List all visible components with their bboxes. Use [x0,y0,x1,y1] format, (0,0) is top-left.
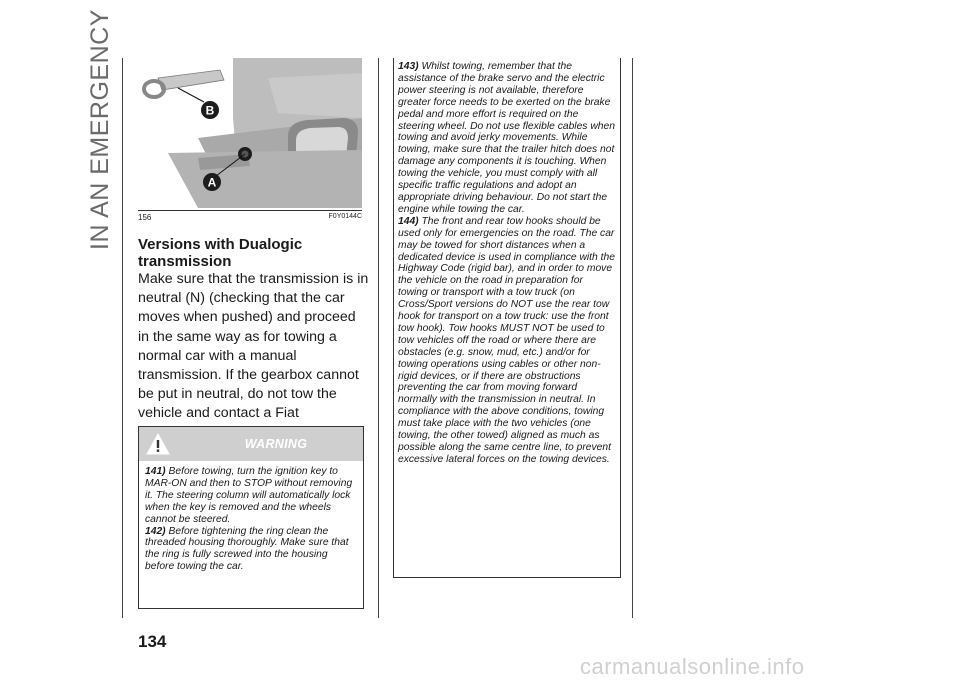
callout-b-label: B [205,103,215,118]
warning-header [139,427,363,461]
warning-title: WARNING [244,437,308,451]
page-number: 134 [138,632,167,651]
tow-hook-illustration [138,58,362,208]
warning-body [139,461,363,573]
note-number: 143) [398,61,419,72]
section-heading: Versions with Dualogic transmission [138,236,303,270]
column-divider-left [122,58,123,618]
section-title: IN AN EMERGENCY [86,9,114,250]
site-watermark: carmanualsonline.info [580,654,805,679]
figure-code: F0Y0144C [328,213,362,220]
figure-number: 156 [138,213,152,222]
warning-note [398,216,615,466]
warning-note [398,61,615,216]
tow-hook-figure [138,58,362,208]
note-text: Whilst towing, remember that the assistance of the brake servo and the electric power steering is not available, therefore greater force needs to be exerted on the brake pedal and more effort is required on the steering wheel. Do not use flexible cables when towing and avoid jerky movements. While towing, make sure that the trailer hitch does not damage any components it is touching. When towing the vehicle, you must comply with all specific traffic regulations and adopt an appropriate driving behaviour. Do not start the engine while towing the car. [398,61,615,215]
note-text: The front and rear tow hooks should be used only for emergencies on the road. The car may be towed for short distances when a dedicated device is used in compliance with the Highway Code (rigid bar), and in order to move the vehicle on the road in preparation for towing or transport with a tow truck (on Cross/Sport versions do NOT use the rear tow hook for transport on a tow truck: use the front tow hook). Tow hooks MUST NOT be used to tow vehicles off the road or where there are obstacles (e.g. snow, mud, etc.) and/or for towing operations using cables or other non-rigid devices, or if there are obstructions preventing the car from moving forward normally with the transmission in neutral. In compliance with the above conditions, towing must take place with the two vehicles (one towing, the other towed) aligned as much as possible along the same centre line, to prevent excessive lateral forces on the towing devices. [398,215,615,465]
warning-note [145,466,357,526]
note-number: 142) [145,525,166,537]
body-paragraph: Make sure that the transmission is in neutral (N) (checking that the car moves when pushed) and proceed in the same way as for towing a normal car with a manual transmission. If the gearbox cannot be put in neutral, do not tow the vehicle and contact a Fiat [138,271,369,422]
column-divider-middle [378,58,379,618]
note-text: Before towing, turn the ignition key to MAR-ON and then to STOP without removing it. The steering column will automatically lock when the key is removed and the wheels cannot be steered. [145,466,353,525]
note-number: 144) [398,215,419,227]
continued-warning-body [394,58,620,466]
note-number: 141) [145,466,166,477]
warning-box [138,426,364,609]
callout-a-label: A [207,175,217,190]
warning-note [145,526,357,574]
note-text: Before tightening the ring clean the threaded housing thoroughly. Make sure that the ring is fully screwed into the housing before towing the car. [145,525,349,573]
figure-caption-rule [138,210,362,211]
continued-warning-box [393,58,621,578]
column-divider-right [632,58,633,618]
